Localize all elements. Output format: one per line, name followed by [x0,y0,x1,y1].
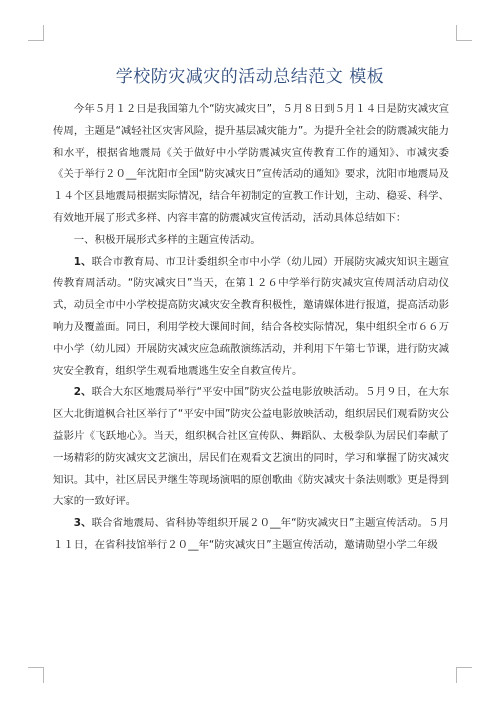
crop-mark-bottom-left-v [43,667,44,683]
paragraph-item-3 [53,513,449,557]
paragraph-text: 联合大东区地震局举行“平安中国”防灾公益电影放映活动。５月９日，在大东区大北街道枫合社区举行了“平安中国”防灾公益电影放映活动，组织居民们观看防灾公益影片《飞跃地心》。当天，组织枫合社区宣传队、舞蹈队、太极拳队为居民们奉献了一场精彩的防灾减灾文艺演出，居民们在观看文艺演出的同时，学习和掌握了防灾减灾知识。其中，社区居民尹继生等现场演唱的原创歌曲《防灾减灾十条法则歌》更是得到大家的一致好评。 [53,386,449,508]
crop-mark-bottom-right-v [456,667,457,683]
paragraph-section-heading [53,230,449,252]
item-number: 2、 [73,386,92,399]
item-number: 3、 [73,517,92,530]
document-title: 学校防灾减灾的活动总结范文 模板 [115,67,385,87]
paragraph-item-1 [53,252,449,383]
item-number: 1、 [73,255,92,268]
paragraph-text: 一、积极开展形式多样的主题宣传活动。 [73,233,261,246]
crop-mark-top-left-h [28,40,43,41]
crop-mark-top-right-h [457,40,472,41]
paragraph-item-2 [53,382,449,513]
paragraph-text: 今年５月１２日是我国第九个“防灾减灾日”，５月８日到５月１４日是防灾减灾宣传周，主题是“减轻社区灾害风险，提升基层减灾能力”。为提升全社会的防震减灾能力和水平，根据省地震局《关于做好中小学防震减灾宣传教育工作的通知》、市减灾委《关于举行２０__年沈阳市全国“防灾减灾日”宣传活动的通知》要求，沈阳市地震局及１４个区县地震局根据实际情况，结合年初制定的宣教工作计划，主动、稳妥、科学、有效地开展了形式多样、内容丰富的防震减灾宣传活动，活动具体总结如下： [53,103,449,224]
document-body [53,99,449,557]
crop-mark-top-left-v [43,25,44,41]
paragraph-intro [53,99,449,230]
crop-mark-bottom-right-h [457,667,472,668]
crop-mark-bottom-left-h [28,667,43,668]
paragraph-text: 联合市教育局、市卫计委组织全市中小学（幼儿园）开展防灾减灾知识主题宣传教育周活动。“防灾减灾日”当天，在第１２６中学举行防灾减灾宣传周活动启动仪式，动员全市中小学校提高防灾减灾安全教育积极性，邀请媒体进行报道，提高活动影响力及覆盖面。同日，利用学校大课间时间，结合各校实际情况，集中组织全市６６万中小学（幼儿园）开展防灾减灾应急疏散演练活动，并利用下午第七节课，进行防灾减灾安全教育，组织学生观看地震逃生安全自救宣传片。 [53,255,450,377]
crop-mark-top-right-v [456,25,457,41]
paragraph-text: 联合省地震局、省科协等组织开展２０__年“防灾减灾日”主题宣传活动。５月１１日，在省科技馆举行２０__年“防灾减灾日”主题宣传活动，邀请勋望小学二年级 [53,517,449,551]
